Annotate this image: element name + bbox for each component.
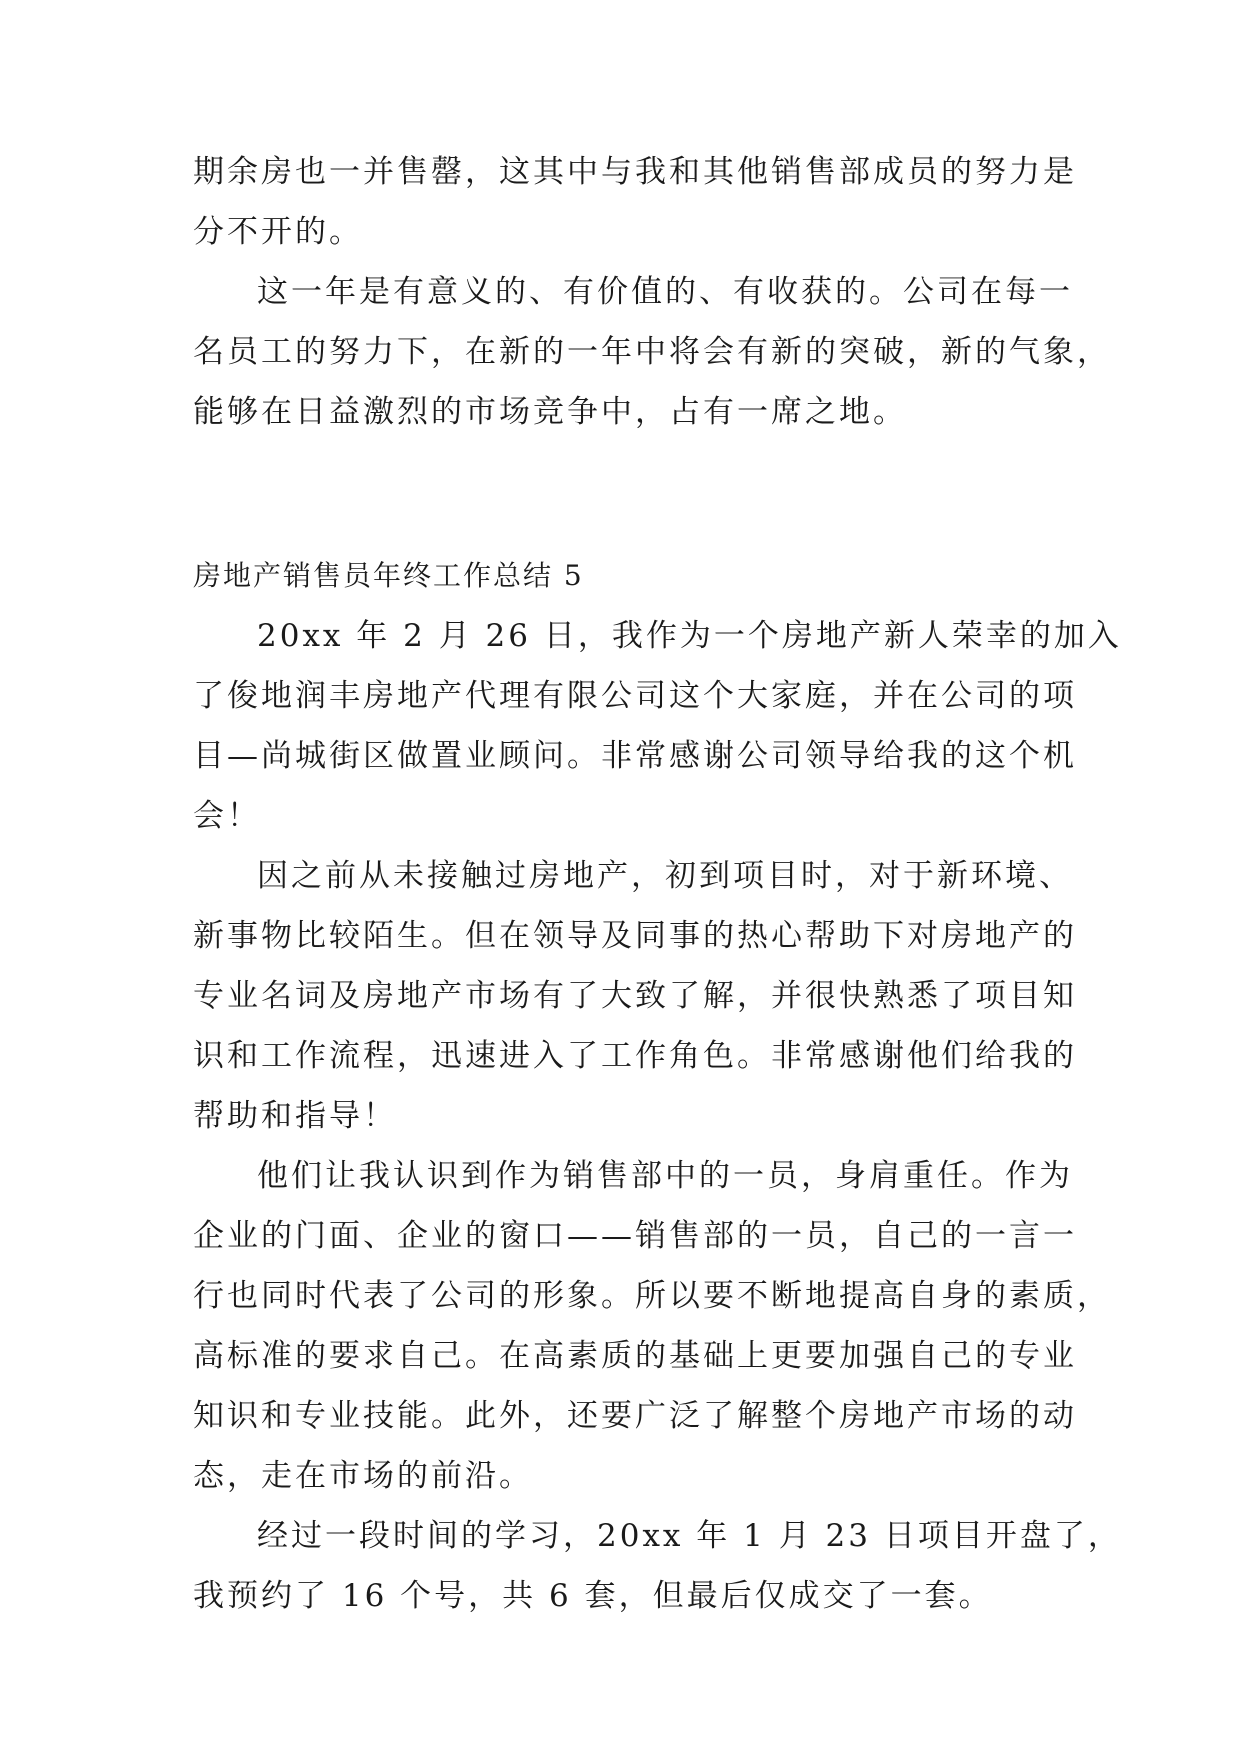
- text-line: 目—尚城街区做置业顾问。非常感谢公司领导给我的这个机: [193, 738, 1077, 774]
- text-line: 期余房也一并售罄，这其中与我和其他销售部成员的努力是: [193, 154, 1077, 190]
- paragraph-2: [193, 272, 1111, 452]
- text-line: 知识和专业技能。此外，还要广泛了解整个房地产市场的动: [193, 1398, 1077, 1434]
- section-spacer: [193, 452, 1053, 556]
- text-line: 态，走在市场的前沿。: [193, 1458, 533, 1494]
- text-line: 新事物比较陌生。但在领导及同事的热心帮助下对房地产的: [193, 918, 1077, 954]
- text-line: 识和工作流程，迅速进入了工作角色。非常感谢他们给我的: [193, 1038, 1077, 1074]
- text-line: 专业名词及房地产市场有了大致了解，并很快熟悉了项目知: [193, 978, 1077, 1014]
- text-line: 帮助和指导！: [193, 1098, 397, 1134]
- text-line: 会！: [193, 798, 261, 834]
- text-line: 了俊地润丰房地产代理有限公司这个大家庭，并在公司的项: [193, 678, 1077, 714]
- section-title: 房地产销售员年终工作总结 5: [193, 559, 584, 592]
- text-line: 分不开的。: [193, 214, 363, 250]
- document-body: [193, 152, 1122, 1636]
- section-heading: [193, 556, 1053, 616]
- text-line: 能够在日益激烈的市场竞争中，占有一席之地。: [193, 394, 907, 430]
- paragraph-6: [193, 1516, 1122, 1636]
- text-line: 我预约了 16 个号，共 6 套，但最后仅成交了一套。: [193, 1578, 993, 1614]
- paragraph-1: [193, 152, 1077, 272]
- text-line: 行也同时代表了公司的形象。所以要不断地提高自身的素质，: [193, 1278, 1111, 1314]
- text-line: 因之前从未接触过房地产，初到项目时，对于新环境、: [257, 858, 1073, 894]
- paragraph-4: [193, 856, 1077, 1156]
- text-line: 高标准的要求自己。在高素质的基础上更要加强自己的专业: [193, 1338, 1077, 1374]
- text-line: 20xx 年 2 月 26 日，我作为一个房地产新人荣幸的加入: [257, 618, 1122, 654]
- text-line: 企业的门面、企业的窗口——销售部的一员，自己的一言一: [193, 1218, 1077, 1254]
- paragraph-3: [193, 616, 1122, 856]
- text-line: 这一年是有意义的、有价值的、有收获的。公司在每一: [257, 274, 1073, 310]
- paragraph-5: [193, 1156, 1111, 1516]
- text-line: 名员工的努力下，在新的一年中将会有新的突破，新的气象，: [193, 334, 1111, 370]
- text-line: 经过一段时间的学习，20xx 年 1 月 23 日项目开盘了，: [257, 1518, 1122, 1554]
- text-line: 他们让我认识到作为销售部中的一员，身肩重任。作为: [257, 1158, 1073, 1194]
